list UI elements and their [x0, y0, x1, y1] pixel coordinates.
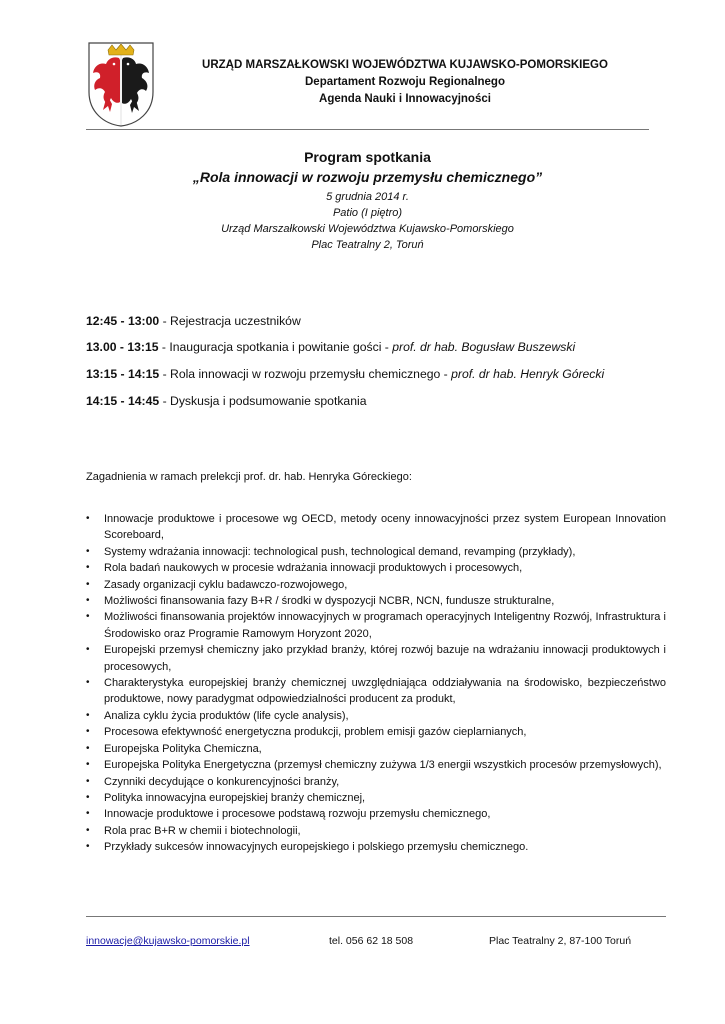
event-room: Patio (I piętro)	[332, 207, 403, 219]
agenda-text: - Dyskusja i podsumowanie spotkania	[159, 394, 367, 408]
topic-text: Charakterystyka europejskiej branży chemicznej uwzględniająca oddziaływania na środowisko, bezpieczeństwo produktowe, nowy paradygmat odpowiedzialności producent za produkt,	[104, 677, 666, 706]
agenda-time: 12:45 - 13:00	[86, 314, 160, 328]
bullet-icon: •	[86, 513, 90, 524]
bullet-icon: •	[86, 578, 90, 590]
topic-text: Czynniki decydujące o konkurencyjności branży,	[104, 775, 340, 788]
list-item	[86, 642, 666, 675]
bullet-icon: •	[86, 709, 90, 721]
list-item	[86, 774, 666, 790]
topics-heading: Zagadnienia w ramach prelekcji prof. dr. hab. Henryka Góreckiego:	[86, 471, 412, 483]
footer-email-link[interactable]: innowacje@kujawsko-pomorskie.pl	[86, 935, 250, 947]
bullet-icon: •	[86, 726, 90, 738]
agenda-time: 14:15 - 14:45	[86, 394, 160, 408]
event-subtitle: „Rola innowacji w rozwoju przemysłu chemicznego”	[192, 169, 543, 185]
agenda-item	[86, 394, 676, 408]
list-item	[86, 741, 666, 757]
bullet-icon: •	[86, 545, 90, 557]
topic-text: Innowacje produktowe i procesowe podstawą rozwoju przemysłu chemicznego,	[104, 808, 491, 821]
topic-text: Rola prac B+R w chemii i biotechnologii,	[104, 824, 301, 837]
list-item	[86, 823, 666, 839]
list-item	[86, 724, 666, 740]
list-item	[86, 609, 666, 642]
bullet-icon: •	[86, 644, 90, 656]
list-item	[86, 806, 666, 822]
header-divider	[86, 129, 649, 130]
list-item	[86, 757, 666, 773]
event-address: Plac Teatralny 2, Toruń	[311, 239, 424, 251]
page-title: Program spotkania	[304, 149, 431, 165]
office-name: URZĄD MARSZAŁKOWSKI WOJEWÓDZTWA KUJAWSKO-POMORSKIEGO	[202, 59, 608, 71]
agenda-speaker: prof. dr hab. Henryk Górecki	[451, 367, 605, 381]
list-item	[86, 560, 666, 576]
bullet-icon: •	[86, 808, 90, 820]
topic-text: Europejska Polityka Energetyczna (przemysł chemiczny zużywa 1/3 energii wszystkich procesów przemysłowych),	[104, 759, 662, 772]
event-date: 5 grudnia 2014 r.	[326, 191, 409, 203]
agenda-text: - Rola innowacji w rozwoju przemysłu chemicznego -	[159, 367, 452, 381]
agenda-item	[86, 367, 676, 381]
bullet-icon: •	[86, 742, 90, 754]
agenda-time: 13.00 - 13:15	[86, 340, 159, 354]
topic-text: Analiza cyklu życia produktów (life cycle analysis),	[104, 709, 349, 722]
bullet-icon: •	[86, 759, 90, 771]
footer-address: Plac Teatralny 2, 87-100 Toruń	[489, 935, 632, 947]
topics-list	[86, 511, 666, 856]
list-item	[86, 544, 666, 560]
bullet-icon: •	[86, 824, 90, 836]
bullet-icon: •	[86, 595, 90, 607]
topic-text: Przykłady sukcesów innowacyjnych europejskiego i polskiego przemysłu chemicznego.	[104, 841, 529, 854]
footer-phone: tel. 056 62 18 508	[329, 935, 414, 947]
bullet-icon: •	[86, 611, 90, 623]
topic-text: Możliwości finansowania fazy B+R / środki w dyspozycji NCBR, NCN, fundusze strukturalne,	[104, 595, 555, 608]
list-item	[86, 708, 666, 724]
bullet-icon: •	[86, 841, 90, 853]
event-institution: Urząd Marszałkowski Województwa Kujawsko-Pomorskiego	[221, 223, 514, 235]
bullet-icon: •	[86, 677, 90, 689]
bullet-icon: •	[86, 791, 90, 803]
list-item	[86, 790, 666, 806]
topic-text: Zasady organizacji cyklu badawczo-rozwojowego,	[104, 578, 348, 591]
list-item	[86, 593, 666, 609]
topic-text: Systemy wdrażania innowacji: technological push, technological demand, revamping (przykłady),	[104, 545, 576, 558]
agenda-unit-name: Agenda Nauki i Innowacyjności	[319, 93, 491, 105]
list-item	[86, 675, 666, 708]
agenda-speaker: prof. dr hab. Bogusław Buszewski	[392, 340, 576, 354]
bullet-icon: •	[86, 562, 90, 574]
agenda-item	[86, 314, 676, 328]
topic-text: Procesowa efektywność energetyczna produkcji, problem emisji gazów cieplarnianych,	[104, 726, 527, 739]
topic-text: Europejski przemysł chemiczny jako przykład branży, której rozwój bazuje na wdrażaniu innowacji produktowych i procesowych,	[104, 644, 666, 673]
department-name: Departament Rozwoju Regionalnego	[305, 76, 505, 88]
topic-text: Innowacje produktowe i procesowe wg OECD, metody oceny innowacyjności przez system European Innovation Scoreboard,	[104, 513, 666, 542]
agenda-text: - Rejestracja uczestników	[159, 314, 301, 328]
bullet-icon: •	[86, 775, 90, 787]
footer-divider	[86, 916, 666, 917]
coat-of-arms-icon	[86, 40, 156, 128]
topic-text: Polityka innowacyjna europejskiej branży chemicznej,	[104, 791, 366, 804]
list-item	[86, 511, 666, 544]
agenda-text: - Inauguracja spotkania i powitanie gości -	[158, 340, 393, 354]
agenda-time: 13:15 - 14:15	[86, 367, 160, 381]
list-item	[86, 839, 666, 855]
agenda-item	[86, 340, 676, 354]
topic-text: Możliwości finansowania projektów innowacyjnych w programach operacyjnych Inteligentny Rozwój, Infrastruktura i Środowisko oraz Programie Ramowym Horyzont 2020,	[104, 611, 666, 640]
topic-text: Rola badań naukowych w procesie wdrażania innowacji produktowych i procesowych,	[104, 562, 523, 575]
topic-text: Europejska Polityka Chemiczna,	[104, 742, 262, 755]
list-item	[86, 577, 666, 593]
